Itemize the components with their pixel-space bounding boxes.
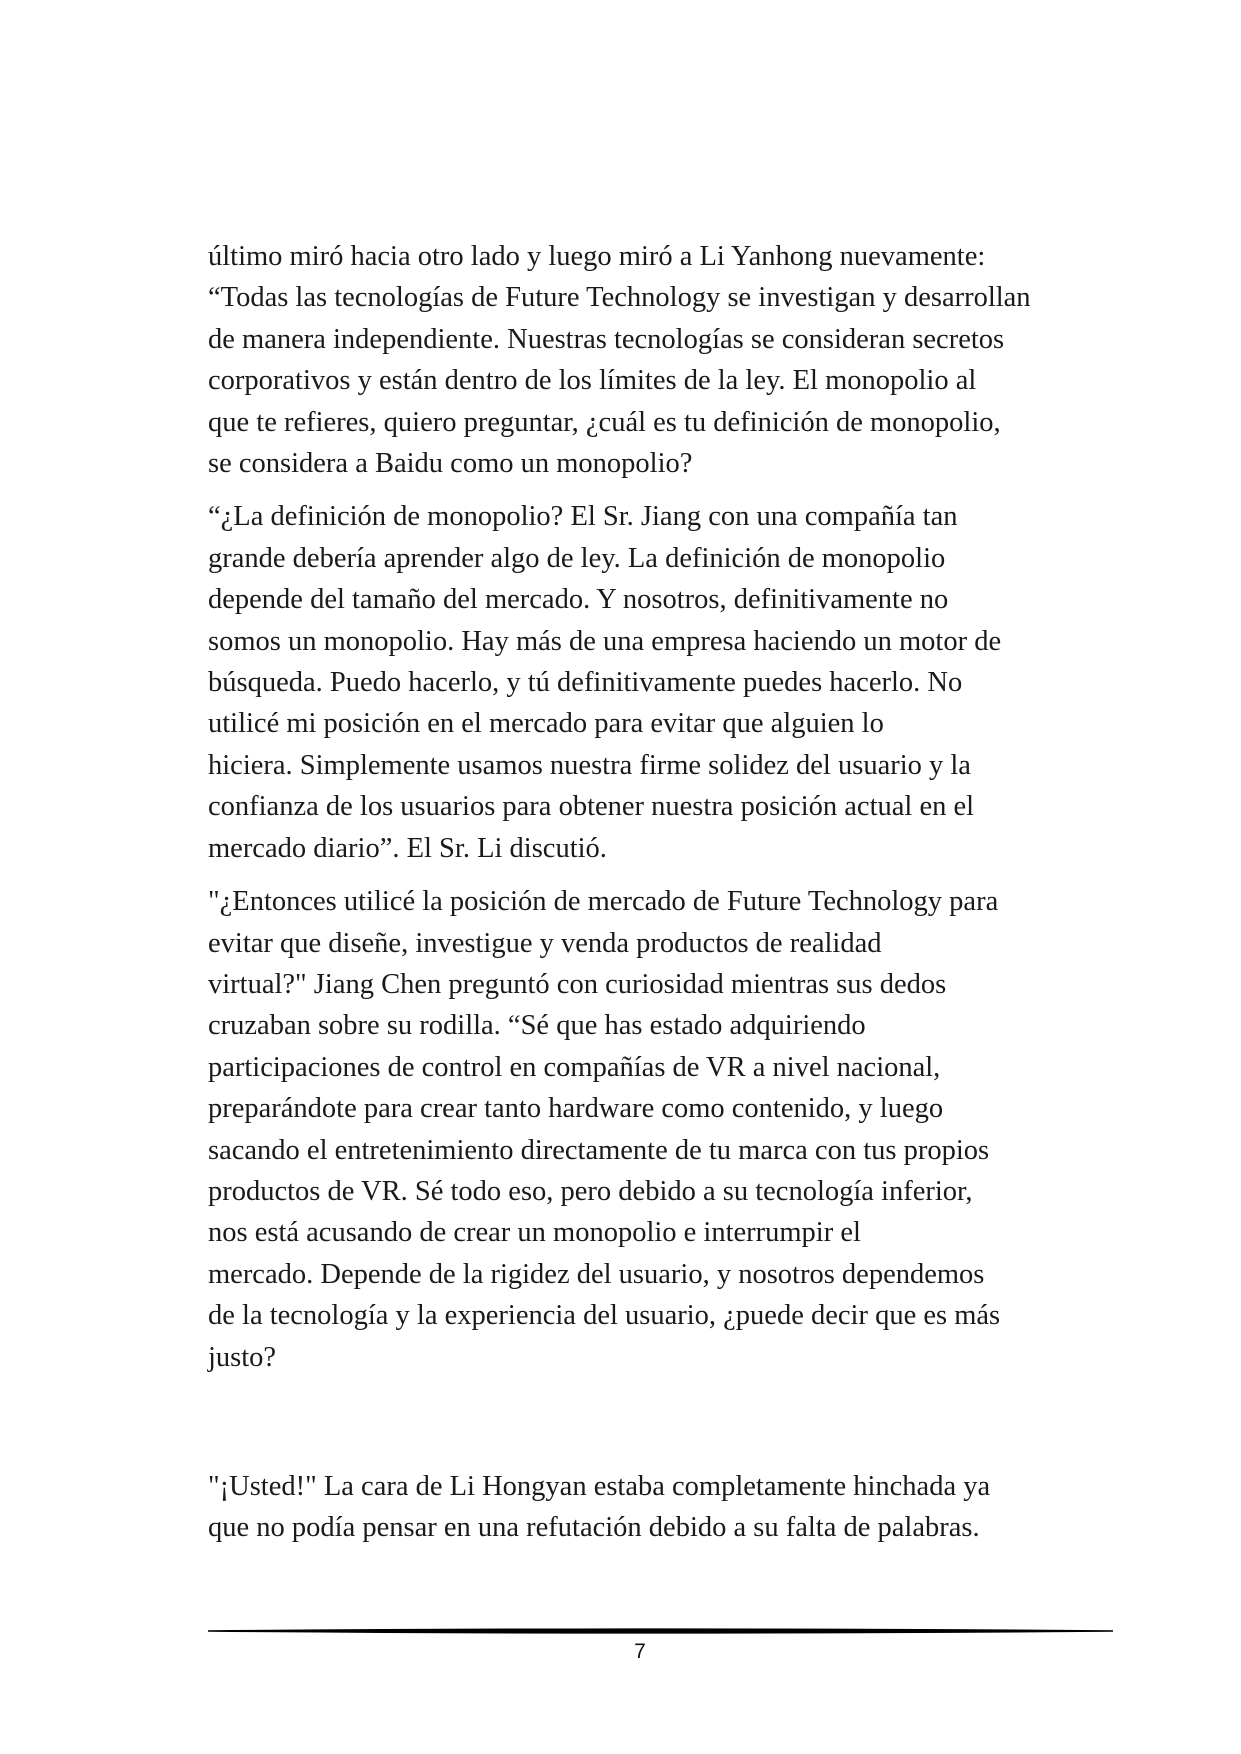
text-line: hiciera. Simplemente usamos nuestra firme solidez del usuario y la: [208, 749, 971, 781]
text-line: preparándote para crear tanto hardware como contenido, y luego: [208, 1093, 944, 1125]
text-line: utilicé mi posición en el mercado para evitar que alguien lo: [208, 708, 884, 740]
text-line: sacando el entretenimiento directamente de tu marca con tus propios: [208, 1134, 990, 1166]
text-line: cruzaban sobre su rodilla. “Sé que has estado adquiriendo: [208, 1010, 866, 1042]
paragraph: [208, 881, 1078, 1378]
text-line: mercado. Depende de la rigidez del usuario, y nosotros dependemos: [208, 1258, 985, 1290]
text-line: grande debería aprender algo de ley. La definición de monopolio: [208, 542, 946, 574]
text-line: de manera independiente. Nuestras tecnologías se consideran secretos: [208, 323, 1005, 355]
text-line: participaciones de control en compañías de VR a nivel nacional,: [208, 1051, 941, 1083]
text-line: "¿Entonces utilicé la posición de mercado de Future Technology para: [208, 886, 999, 918]
text-line: de la tecnología y la experiencia del usuario, ¿puede decir que es más: [208, 1300, 1001, 1332]
text-line: que no podía pensar en una refutación debido a su falta de palabras.: [208, 1512, 980, 1544]
text-line: “Todas las tecnologías de Future Technology se investigan y desarrollan: [208, 282, 1031, 314]
text-line: se considera a Baidu como un monopolio?: [208, 448, 693, 480]
paragraph: [208, 236, 1078, 484]
text-line: último miró hacia otro lado y luego miró a Li Yanhong nuevamente:: [208, 241, 986, 272]
text-line: búsqueda. Puedo hacerlo, y tú definitivamente puedes hacerlo. No: [208, 667, 963, 699]
paragraph: [208, 1466, 1078, 1549]
text-line: que te refieres, quiero preguntar, ¿cuál es tu definición de monopolio,: [208, 406, 1001, 438]
footer-divider: [208, 1625, 1113, 1637]
text-line: evitar que diseñe, investigue y venda productos de realidad: [208, 927, 882, 959]
text-line: "¡Usted!" La cara de Li Hongyan estaba completamente hinchada ya: [208, 1471, 991, 1502]
paragraph: [208, 496, 1078, 869]
text-line: virtual?" Jiang Chen preguntó con curiosidad mientras sus dedos: [208, 968, 947, 1000]
text-line: justo?: [208, 1341, 277, 1373]
text-line: corporativos y están dentro de los límites de la ley. El monopolio al: [208, 365, 977, 397]
text-line: “¿La definición de monopolio? El Sr. Jiang con una compañía tan: [208, 501, 958, 533]
page-number: 7: [634, 1640, 646, 1663]
text-line: productos de VR. Sé todo eso, pero debido a su tecnología inferior,: [208, 1175, 973, 1207]
body-text: [208, 236, 1078, 1390]
text-line: nos está acusando de crear un monopolio e interrumpir el: [208, 1217, 861, 1249]
text-line: somos un monopolio. Hay más de una empresa haciendo un motor de: [208, 625, 1002, 657]
text-line: depende del tamaño del mercado. Y nosotros, definitivamente no: [208, 584, 949, 616]
text-line: mercado diario”. El Sr. Li discutió.: [208, 832, 607, 864]
text-line: confianza de los usuarios para obtener nuestra posición actual en el: [208, 791, 975, 823]
